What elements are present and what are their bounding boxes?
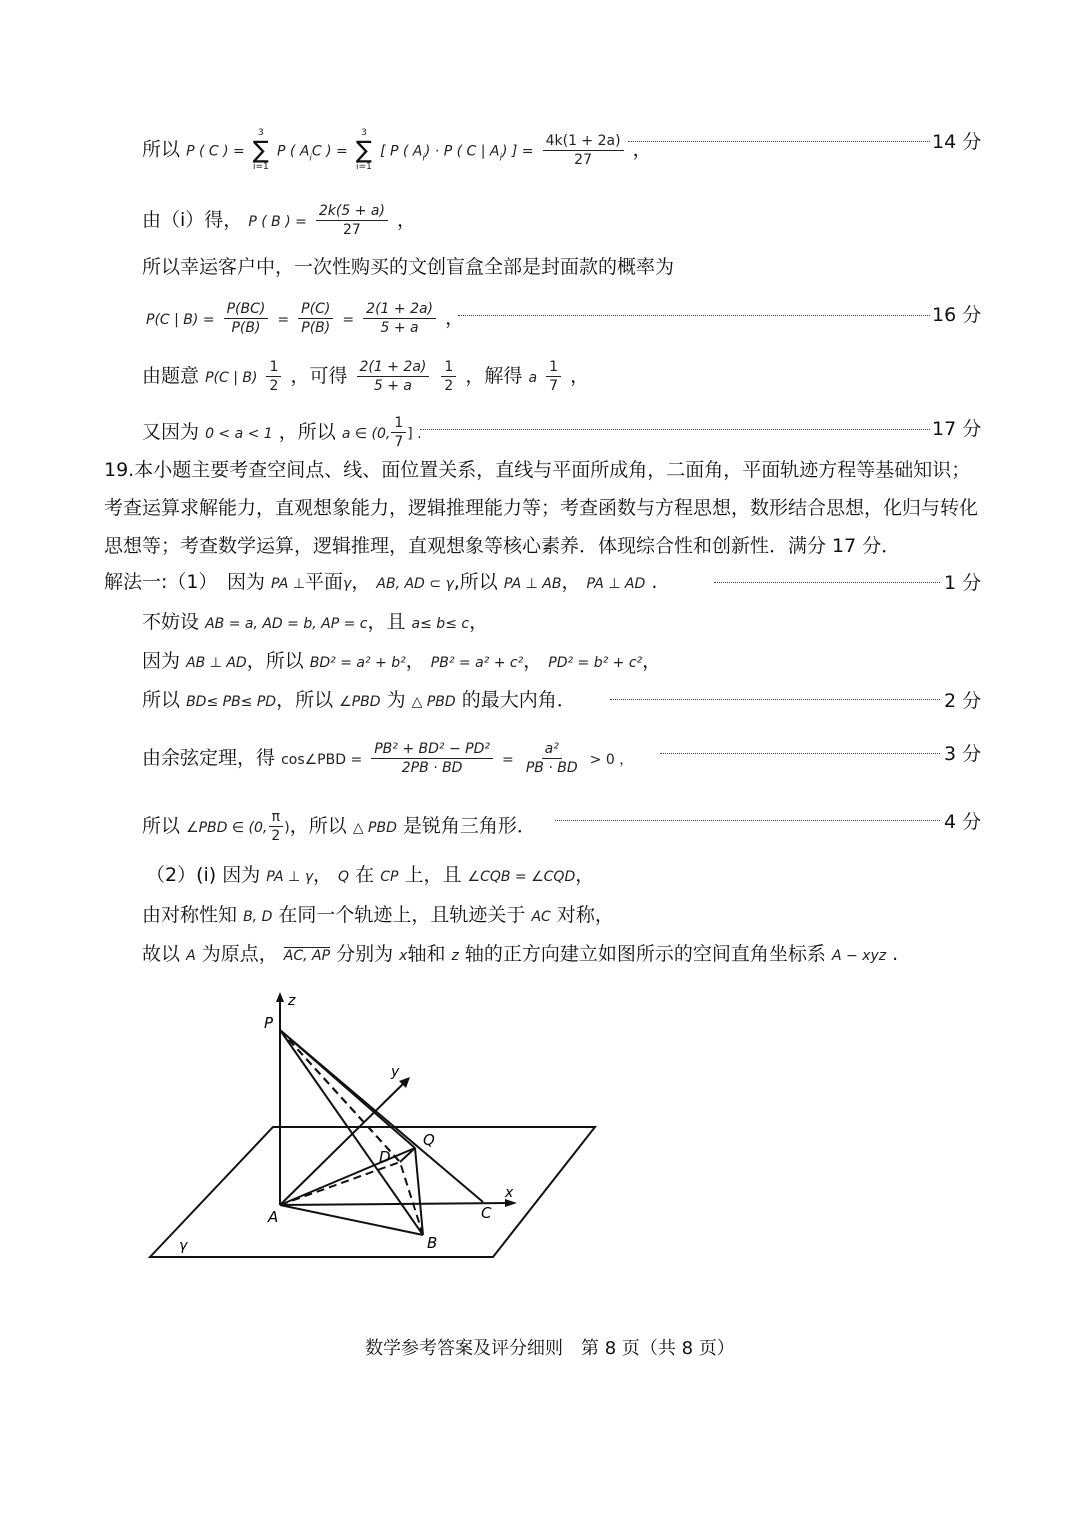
plane-gamma — [150, 1127, 595, 1257]
page-footer: 数学参考答案及评分细则 第 8 页（共 8 页） — [365, 1338, 735, 1359]
fraction: $\frac{1}{7}$ — [391, 414, 406, 451]
label-y: y — [391, 1064, 400, 1080]
fraction: $\frac{1}{2}$ — [266, 358, 281, 395]
fraction: $\frac{2(1 + 2a)}{5 + a}$ — [363, 300, 436, 337]
fraction: $\frac{2(1 + 2a)}{5 + a}$ — [357, 358, 430, 395]
label-C: C — [481, 1204, 492, 1222]
edge-AD — [280, 1162, 400, 1205]
leader-dots — [714, 582, 940, 583]
s1-line: 解法一:（1） 因为 PA ⊥平面γ， AB, AD ⊂ γ,所以 PA ⊥ AB， PA ⊥ AD . — [104, 571, 658, 593]
score-2: 2 分 — [944, 690, 982, 712]
s8-line: 由对称性知 B, D 在同一个轨迹上，且轨迹关于 AC 对称， — [142, 904, 614, 926]
math: C ) = — [311, 143, 348, 160]
x-axis — [280, 1203, 510, 1205]
label-x: x — [505, 1185, 514, 1201]
edge-PQ — [280, 1030, 415, 1148]
fraction: $\frac{\pi}{2}$ — [268, 808, 283, 845]
s3-line: 因为 AB ⊥ AD，所以 BD² = a² + b²， PB² = a² + c²， PD² = b² + c²， — [142, 650, 662, 672]
score-1: 1 分 — [944, 572, 982, 594]
math: P ( C ) = — [186, 143, 245, 160]
geometry-figure — [145, 990, 615, 1270]
s6-line: 所以 ∠PBD ∈ (0, $\frac{\pi}{2}$ )，所以 △ PBD 是锐角三角形． — [142, 809, 536, 844]
s7-line: （2）(i) 因为 PA ⊥ γ， Q 在 CP 上，且 ∠CQB = ∠CQD， — [146, 864, 595, 886]
math: P(C | B) — [205, 370, 258, 386]
fraction: $\frac{1}{2}$ — [441, 358, 456, 395]
eq-pc-line: 所以 P ( C ) = 3 ∑ i=1 P ( $A_iC$ ) = 3 ∑ i=1 [ P ( $A_i) \cdot P$ ( C | $A_i$) ] = $\frac{4k(1 + 2a)}{27}$ ， — [142, 128, 652, 172]
text: 所以 — [142, 138, 181, 161]
text: ， — [570, 365, 590, 387]
text: ，所以 — [278, 421, 336, 443]
score-17: 17 分 — [932, 418, 982, 440]
s9-line: 故以 A 为原点， AC, AP 分别为 x轴和 z 轴的正方向建立如图所示的空间直角坐标系 A − xyz . — [142, 943, 899, 965]
eq-pcb-line: P(C | B) = $\frac{P(BC)}{P(B)}$ = $\frac{P(C)}{P(B)}$ = $\frac{2(1 + 2a)}{5 + a}$ ， — [146, 301, 465, 336]
label-z: z — [288, 993, 296, 1009]
score-16: 16 分 — [932, 304, 982, 326]
leader-dots — [660, 753, 940, 754]
edge-PD — [280, 1030, 400, 1162]
fraction: $\frac{2k(5 + a)}{27}$ — [316, 202, 388, 239]
leader-dots — [458, 315, 930, 316]
text: 又因为 — [142, 421, 200, 443]
fraction: $\frac{1}{7}$ — [546, 358, 561, 395]
edge-AQ — [280, 1148, 415, 1205]
eq-pb-line — [142, 202, 416, 239]
label-B: B — [427, 1234, 438, 1252]
fraction: $\frac{P(BC)}{P(B)}$ — [224, 300, 269, 337]
math: a — [528, 370, 538, 386]
s5-line: 由余弦定理，得 cos∠PBD = $\frac{\text{PB² + BD² − PD²}}{2PB \cdot BD}$ = $\frac{\text{a²}}{PB \cdot BD}$ > 0 ， — [142, 741, 634, 776]
leader-dots — [555, 820, 940, 821]
label-gamma: γ — [179, 1238, 188, 1254]
math: P ( B ) = — [248, 214, 307, 230]
sum-symbol: 3 ∑ i=1 — [355, 128, 373, 172]
eq-range-line: 又因为 0 < a < 1 ，所以 a ∈ (0, $\frac{1}{7}$ ] . — [142, 415, 422, 450]
math: ) ] = — [501, 143, 534, 160]
label-P: P — [264, 1014, 274, 1032]
leader-dots — [628, 141, 930, 142]
text: ， — [445, 307, 465, 329]
text: ， — [397, 209, 417, 231]
math: 0 < a < 1 — [205, 426, 273, 442]
score-14: 14 分 — [932, 131, 982, 153]
math: P ( A — [277, 143, 310, 160]
s4-line: 所以 BD≤ PB≤ PD，所以 ∠PBD 为 △ PBD 的最大内角． — [142, 689, 576, 711]
eq-solve-line — [142, 358, 589, 395]
text: ，可得 — [290, 365, 348, 387]
fraction: $\frac{4k(1 + 2a)}{27}$ — [543, 132, 624, 169]
label-D: D — [379, 1148, 391, 1166]
fraction: $\frac{P(C)}{P(B)}$ — [298, 300, 333, 337]
math: a ∈ (0, — [341, 426, 391, 442]
fraction: $\frac{\text{PB² + BD² − PD²}}{2PB \cdot BD}$ — [371, 740, 493, 777]
math: P(C | B) = — [146, 312, 215, 328]
sum-symbol: 3 ∑ i=1 — [252, 128, 269, 172]
score-4: 4 分 — [944, 811, 982, 833]
label-Q: Q — [423, 1131, 435, 1149]
text: ，解得 — [465, 365, 523, 387]
math: [ P ( A — [380, 143, 423, 160]
text: 由（i）得， — [142, 209, 243, 231]
label-A: A — [268, 1208, 279, 1226]
text: ， — [632, 138, 652, 161]
text-line: 所以幸运客户中，一次性购买的文创盲盒全部是封面款的概率为 — [142, 256, 675, 278]
math: ) · P ( C | A — [424, 143, 500, 160]
leader-dots — [610, 699, 940, 700]
fraction: $\frac{\text{a²}}{PB \cdot BD}$ — [525, 741, 578, 776]
score-3: 3 分 — [944, 743, 982, 765]
text: 由题意 — [142, 365, 200, 387]
z-arrow — [276, 992, 284, 1002]
edge-AB — [280, 1205, 423, 1235]
s2-line: 不妨设 AB = a, AD = b, AP = c，且 a≤ b≤ c， — [142, 611, 489, 633]
q19-intro: 19.本小题主要考查空间点、线、面位置关系，直线与平面所成角，二面角，平面轨迹方程等基础知识；考查运算求解能力，直观想象能力，逻辑推理能力等；考查函数与方程思想，数形结合思想，化归与转化思想等；考查数学运算，逻辑推理，直观想象等核心素养．体现综合性和创新性．满分 17 分． — [104, 459, 979, 557]
leader-dots — [420, 429, 930, 430]
